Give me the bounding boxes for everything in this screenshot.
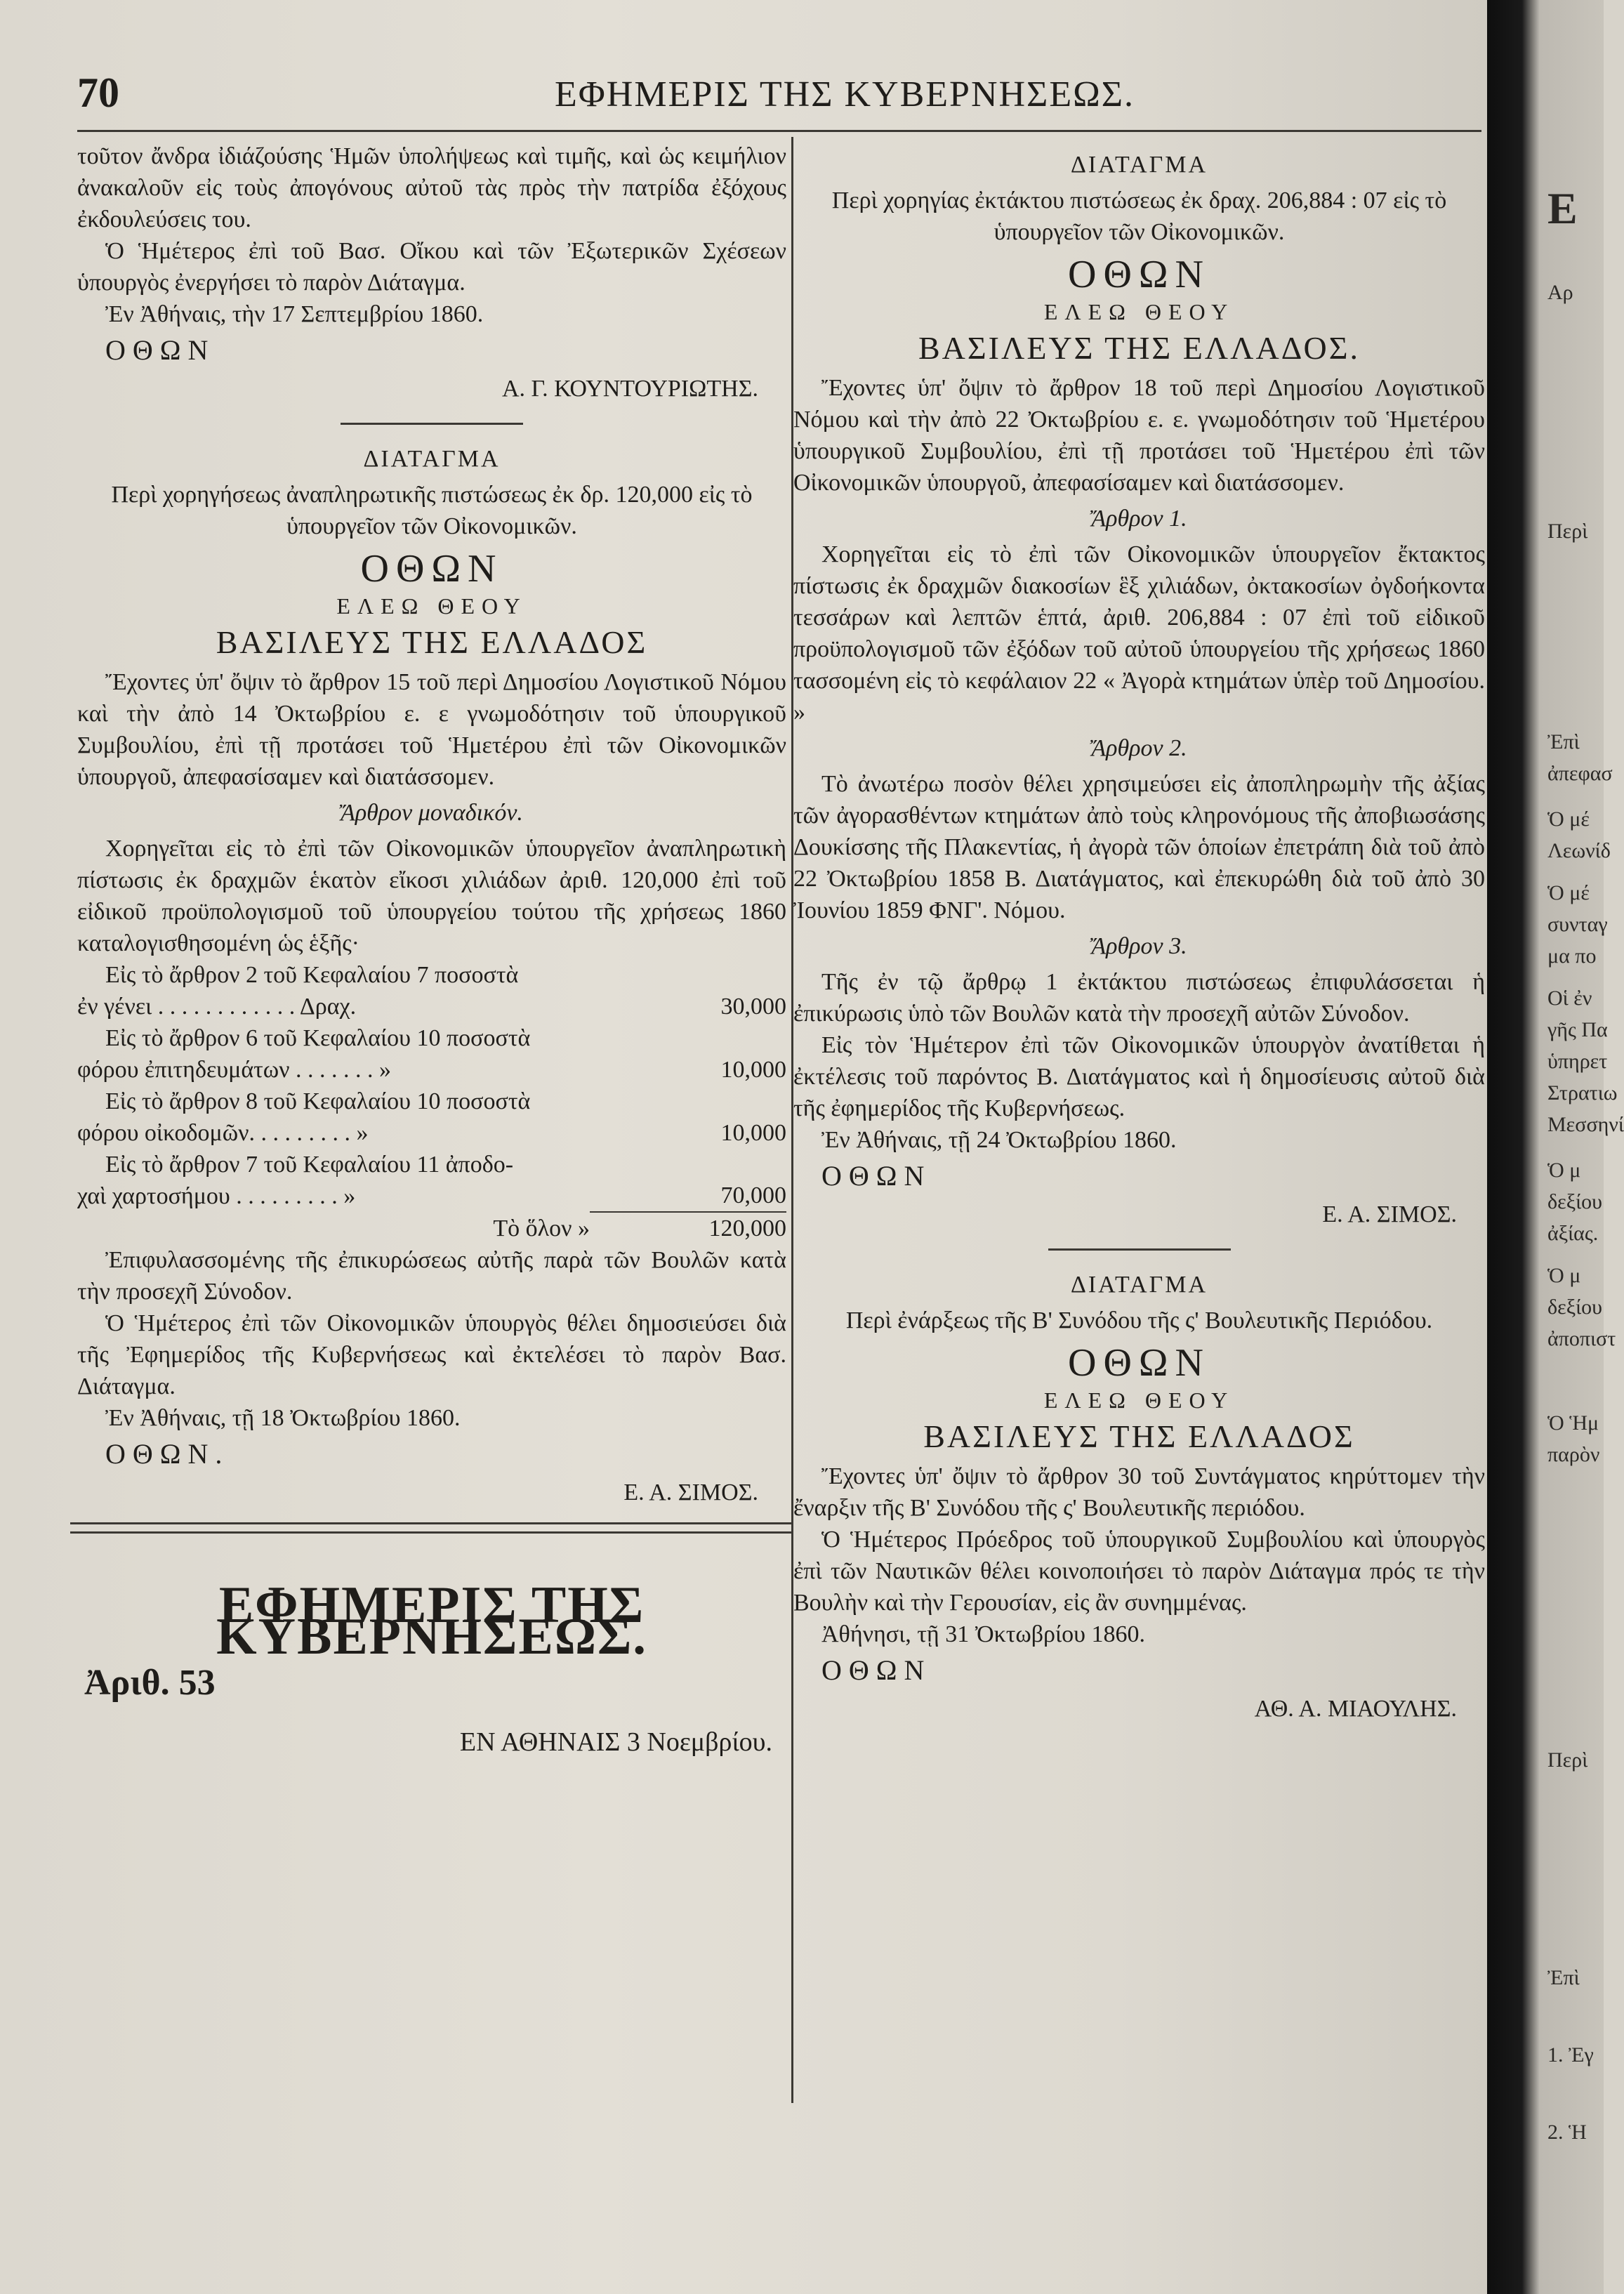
allocation-line: φόρου οἰκοδομῶν. . . . . . . . . » — [77, 1120, 369, 1146]
decree-preamble: Ἔχοντες ὑπ' ὄψιν τὸ ἄρθρον 15 τοῦ περὶ Δημοσίου Λογιστικοῦ Νόμου καὶ τὴν ἀπὸ 14 Ὀκτωβρίου ε. ε γνωμοδότησιν τοῦ ὑπουργικοῦ Συμβουλίου, ἐπὶ τῇ προτάσει τοῦ Ἡμετέρου ἐπὶ τῶν Οἰκονομικῶν ὑπουργοῦ, ἀπεφασίσαμεν καὶ διατάσσομεν. — [77, 669, 786, 790]
article-heading: Ἄρθρον 3. — [1091, 933, 1187, 959]
total-amount: 120,000 — [708, 1215, 786, 1241]
next-page-fragment: ἀξίας. — [1547, 1222, 1599, 1245]
next-page-fragment: Λεωνίδ — [1547, 839, 1611, 862]
allocation-line: Εἰς τὸ ἄρθρον 7 τοῦ Κεφαλαίου 11 ἀποδο- — [105, 1152, 514, 1178]
article-heading: Ἄρθρον 2. — [1091, 735, 1187, 761]
allocation-line: χαὶ χαρτοσήμου . . . . . . . . . » — [77, 1183, 356, 1209]
grace-of-god: ΕΛΕΩ ΘΕΟΥ — [1043, 1387, 1235, 1413]
allocation-amount: 10,000 — [720, 1120, 786, 1146]
article-body: Χορηγεῖται εἰς τὸ ἐπὶ τῶν Οἰκονομικῶν ὑπουργεῖον ἀναπληρωτικὴ πίστωσις ἐκ δραχμῶν ἑκατὸν εἴκοσι χιλιάδων ἀριθ. 120,000 ἐπὶ τοῦ εἰδικοῦ προϋπολογισμοῦ τοῦ ὑπουργείου τούτου τῆς χρήσεως 1860 καταλογισθησομένη ὡς ἑξῆς· — [77, 836, 786, 956]
allocation-line: Εἰς τὸ ἄρθρον 6 τοῦ Κεφαλαίου 10 ποσοστὰ — [105, 1025, 531, 1051]
next-page-fragment: 2. Ἡ — [1547, 2121, 1587, 2144]
decree-date: Ἀθήνησι, τῇ 31 Ὀκτωβρίου 1860. — [821, 1621, 1146, 1647]
ratification-paragraph: Ἐπιφυλασσομένης τῆς ἐπικυρώσεως αὐτῆς παρὰ τῶν Βουλῶν κατὰ τὴν προσεχῆ Σύνοδον. — [77, 1247, 786, 1305]
next-page-fragment: Ε — [1547, 183, 1578, 233]
allocation-amount: 30,000 — [720, 994, 786, 1020]
next-page-fragment: Περὶ — [1547, 520, 1588, 543]
king-signature: ΟΘΩΝ — [821, 1160, 932, 1192]
decree-subject: Περὶ χορηγήσεως ἀναπληρωτικῆς πιστώσεως ἐκ δρ. 120,000 εἰς τὸ ὑπουργεῖον τῶν Οἰκονομικῶν. — [111, 482, 753, 539]
article-heading: Ἄρθρον μοναδικόν. — [341, 800, 523, 826]
minister-signature: Ε. Α. ΣΙΜΟΣ. — [1322, 1201, 1457, 1227]
table-row — [77, 1149, 786, 1212]
binding-gutter — [1487, 0, 1624, 2294]
next-page-fragment: Μεσσηνί — [1547, 1113, 1624, 1136]
header-rule — [77, 130, 1481, 132]
masthead-title: ΕΦΗΜΕΡΙΣ ΤΗΣ ΚΥΒΕΡΝΗΣΕΩΣ. — [216, 1576, 647, 1666]
table-row — [77, 1086, 786, 1149]
next-page-fragment: δεξίου — [1547, 1296, 1603, 1319]
allocation-line: Εἰς τὸ ἄρθρον 2 τοῦ Κεφαλαίου 7 ποσοστὰ — [105, 962, 519, 988]
allocation-line: ἐν γένει . . . . . . . . . . . . Δραχ. — [77, 994, 357, 1020]
next-page-fragment: Ὁ μέ — [1547, 881, 1590, 904]
decree-preamble: Ἔχοντες ὑπ' ὄψιν τὸ ἄρθρον 18 τοῦ περὶ Δημοσίου Λογιστικοῦ Νόμου καὶ τὴν ἀπὸ 22 Ὀκτωβρίου ε. ε. γνωμοδότησιν τοῦ Ἡμετέρου ὑπουργικοῦ Συμβουλίου, ἐπὶ τῇ προτάσει τοῦ Ἡμετέρου ἐπὶ τῶν Οἰκονομικῶν ὑπουργοῦ, ἀπεφασίσαμεν καὶ διατάσσομεν. — [793, 375, 1485, 496]
left-column — [77, 140, 786, 1758]
allocation-line: Εἰς τὸ ἄρθρον 8 τοῦ Κεφαλαίου 10 ποσοστὰ — [105, 1088, 531, 1114]
next-page-fragment: παρὸν — [1547, 1443, 1600, 1466]
king-signature: ΟΘΩΝ — [821, 1654, 932, 1686]
next-page-fragment: ἀποπιστ — [1547, 1327, 1616, 1350]
decree-date: Ἐν Ἀθήναις, τῇ 24 Ὀκτωβρίου 1860. — [821, 1127, 1177, 1153]
article-body: Τῆς ἐν τῷ ἄρθρῳ 1 ἐκτάκτου πιστώσεως ἐπιφυλάσσεται ἡ ἐπικύρωσις ὑπὸ τῶν Βουλῶν κατὰ τὴν προσεχῆ αὐτῶν Σύνοδον. — [793, 969, 1485, 1027]
section-rule — [341, 423, 523, 425]
next-page-fragment: μα πο — [1547, 944, 1597, 968]
king-of-greece: ΒΑΣΙΛΕΥΣ ΤΗΣ ΕΛΛΑΔΟΣ — [216, 624, 648, 660]
decree-subject: Περὶ χορηγίας ἐκτάκτου πιστώσεως ἐκ δραχ. 206,884 : 07 εἰς τὸ ὑπουργεῖον τῶν Οἰκονομικῶν. — [831, 187, 1447, 245]
next-page-fragment: Οἱ ἐν — [1547, 987, 1592, 1010]
allocation-amount: 70,000 — [590, 1149, 786, 1212]
minister-signature: Ε. Α. ΣΙΜΟΣ. — [623, 1479, 758, 1505]
right-column — [793, 140, 1485, 1732]
table-row — [77, 1022, 786, 1086]
next-page-fragment: Ἐπὶ — [1547, 730, 1580, 753]
minister-signature: ΑΘ. Α. ΜΙΑΟΥΛΗΣ. — [1254, 1696, 1457, 1722]
page-number: 70 — [77, 70, 119, 116]
next-page-fragment: συνταγ — [1547, 913, 1608, 936]
article-body: Τὸ ἀνωτέρω ποσὸν θέλει χρησιμεύσει εἰς ἀποπληρωμὴν τῆς ἀξίας τῶν ἀγορασθέντων κτημάτων ἀπὸ τοὺς κληρονόμους τῆς ἀποβιωσάσης Δουκίσσης τῆς Πλακεντίας, ἡ ἀγορὰ τῶν ὁποίων ἐπετράπη διὰ τοῦ ἀπὸ 22 Ὀκτωβρίου 1858 Β. Διατάγματος, καὶ ἐπεκυρώθη διὰ τοῦ ἀπὸ 30 Ἰουνίου 1859 ΦΝΓ'. Νόμου. — [793, 771, 1485, 923]
decree-preamble: Ἔχοντες ὑπ' ὄψιν τὸ ἄρθρον 30 τοῦ Συντάγματος κηρύττομεν τὴν ἔναρξιν τῆς Β' Συνόδου τῆς ς' Βουλευτικῆς περιόδου. — [793, 1463, 1485, 1521]
next-page-fragment: ἀπεφασ — [1547, 762, 1613, 785]
next-page-fragment: γῆς Πα — [1547, 1018, 1608, 1041]
king-name: ΟΘΩΝ — [1068, 1341, 1210, 1385]
next-page-fragment: Ὁ μ — [1547, 1264, 1581, 1287]
section-rule — [1048, 1248, 1231, 1251]
exec-paragraph: Ὁ Ἡμέτερος ἐπὶ τοῦ Βασ. Οἴκου καὶ τῶν Ἐξωτερικῶν Σχέσεων ὑπουργὸς ἐνεργήσει τὸ παρὸν Διάταγμα. — [77, 238, 786, 296]
issue-dateline: ΕΝ ΑΘΗΝΑΙΣ 3 Νοεμβρίου. — [459, 1727, 772, 1757]
double-rule — [70, 1522, 793, 1534]
next-page-fragment: Ὁ μέ — [1547, 807, 1590, 831]
issue-number: Ἀριθ. 53 — [84, 1663, 216, 1703]
next-page-fragment: Στρατιω — [1547, 1081, 1618, 1105]
next-page-fragment: δεξίου — [1547, 1190, 1603, 1213]
decree-date: Ἐν Ἀθήναις, τὴν 17 Σεπτεμβρίου 1860. — [105, 301, 484, 327]
next-page-fragment: 1. Ἐγ — [1547, 2043, 1594, 2066]
next-page-fragment: Ὁ Ἡμ — [1547, 1411, 1599, 1435]
king-signature: ΟΘΩΝ — [105, 334, 216, 366]
table-row — [77, 959, 786, 1022]
intro-paragraph: τοῦτον ἄνδρα ἰδιάζούσης Ἡμῶν ὑπολήψεως καὶ τιμῆς, καὶ ὡς κειμήλιον ἀνακαλοῦν εἰς τοὺς ἀπογόνους αὐτοῦ τὰς πρὸς τὴν πατρίδα ἐξόχους ἐκδουλεύσεις του. — [77, 143, 786, 232]
next-page-fragment: Ὁ μ — [1547, 1159, 1581, 1182]
grace-of-god: ΕΛΕΩ ΘΕΟΥ — [336, 593, 527, 619]
next-page-fragment: Περὶ — [1547, 1748, 1588, 1772]
allocation-table — [77, 959, 786, 1244]
allocation-line: φόρου ἐπιτηδευμάτων . . . . . . . » — [77, 1057, 392, 1083]
allocation-amount: 10,000 — [720, 1057, 786, 1083]
king-name: ΟΘΩΝ — [1068, 253, 1210, 296]
decree-date: Ἐν Ἀθήναις, τῇ 18 Ὀκτωβρίου 1860. — [105, 1405, 461, 1431]
king-signature: ΟΘΩΝ. — [105, 1438, 230, 1470]
article-body: Χορηγεῖται εἰς τὸ ἐπὶ τῶν Οἰκονομικῶν ὑπουργεῖον ἔκτακτος πίστωσις ἐκ δραχμῶν διακοσίων ἓξ χιλιάδων, ὀκτακοσίων ὀγδοήκοντα τεσσάρων καὶ λεπτῶν ἑπτά, ἀριθ. 206,884 : 07 ἐπὶ τοῦ εἰδικοῦ προϋπολογισμοῦ τῶν ἐξόδων τοῦ αὐτοῦ ὑπουργείου τῆς χρήσεως 1860 τασσομένη εἰς τὸ κεφάλαιον 22 « Ἀγορὰ κτημάτων ὑπὲρ τοῦ Δημοσίου. » — [793, 541, 1485, 725]
decree-title: ΔΙΑΤΑΓΜΑ — [1070, 1272, 1208, 1298]
decree-title: ΔΙΑΤΑΓΜΑ — [363, 446, 501, 472]
table-row-total — [77, 1212, 786, 1244]
decree-subject: Περὶ ἐνάρξεως τῆς Β' Συνόδου τῆς ς' Βουλευτικῆς Περιόδου. — [845, 1307, 1433, 1333]
exec-paragraph: Ὁ Ἡμέτερος Πρόεδρος τοῦ ὑπουργικοῦ Συμβουλίου καὶ ὑπουργὸς ἐπὶ τῶν Ναυτικῶν θέλει κοινοποιήσει τὸ παρὸν Διάταγμα πρός τε τὴν Βουλὴν καὶ τὴν Γερουσίαν, εἰς ἂν συνημμένας. — [793, 1527, 1485, 1616]
next-page-fragment: Αρ — [1547, 281, 1573, 304]
king-of-greece: ΒΑΣΙΛΕΥΣ ΤΗΣ ΕΛΛΑΔΟΣ. — [918, 330, 1360, 366]
king-of-greece: ΒΑΣΙΛΕΥΣ ΤΗΣ ΕΛΛΑΔΟΣ — [923, 1418, 1355, 1454]
running-title: ΕΦΗΜΕΡΙΣ ΤΗΣ ΚΥΒΕΡΝΗΣΕΩΣ. — [555, 74, 1135, 114]
next-page-fragment: ὑπηρετ — [1547, 1050, 1608, 1073]
total-label: Τὸ ὅλον » — [493, 1215, 590, 1241]
exec-paragraph: Ὁ Ἡμέτερος ἐπὶ τῶν Οἰκονομικῶν ὑπουργὸς θέλει δημοσιεύσει διὰ τῆς Ἐφημερίδος τῆς Κυβερνήσεως καὶ ἐκτελέσει τὸ παρὸν Βασ. Διάταγμα. — [77, 1310, 786, 1399]
king-name: ΟΘΩΝ — [360, 547, 503, 591]
exec-paragraph: Εἰς τὸν Ἡμέτερον ἐπὶ τῶν Οἰκονομικῶν ὑπουργὸν ἀνατίθεται ἡ ἐκτέλεσις τοῦ παρόντος Β. Διατάγματος καὶ ἡ δημοσίευσις αὐτοῦ διὰ τῆς ἐφημερίδος τῆς Κυβερνήσεως. — [793, 1032, 1485, 1121]
minister-signature: Α. Γ. ΚΟΥΝΤΟΥΡΙΩΤΗΣ. — [502, 376, 758, 402]
article-heading: Ἄρθρον 1. — [1091, 506, 1187, 532]
decree-title: ΔΙΑΤΑΓΜΑ — [1070, 152, 1208, 178]
grace-of-god: ΕΛΕΩ ΘΕΟΥ — [1043, 299, 1235, 324]
next-page-fragment: Ἐπὶ — [1547, 1966, 1580, 1989]
